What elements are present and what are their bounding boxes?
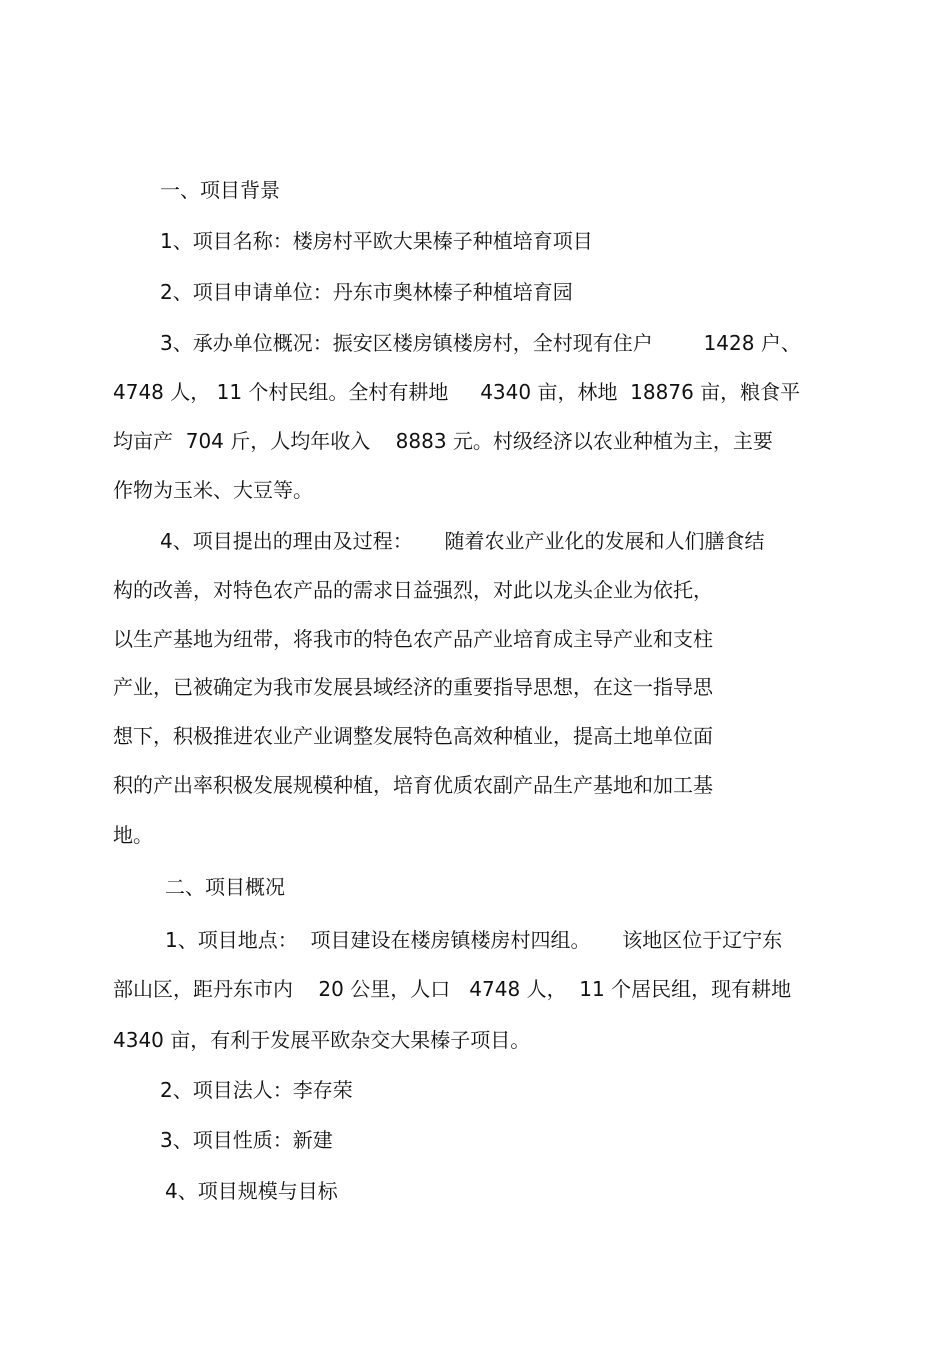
item-host-unit-line-1: 3、承办单位概况：振安区楼房镇楼房村，全村现有住户 1428 户、 <box>160 331 801 355</box>
item-location-line-2: 部山区，距丹东市内 20 公里，人口 4748 人， 11 个居民组，现有耕地 <box>113 977 792 1001</box>
item-reason-line-2: 构的改善，对特色农产品的需求日益强烈，对此以龙头企业为依托， <box>113 578 713 602</box>
item-location-line-3: 4340 亩，有利于发展平欧杂交大果榛子项目。 <box>113 1028 531 1052</box>
item-legal-person: 2、项目法人：李存荣 <box>160 1078 353 1102</box>
item-host-unit-line-4: 作物为玉米、大豆等。 <box>113 478 313 502</box>
item-host-unit-line-3: 均亩产 704 斤，人均年收入 8883 元。村级经济以农业种植为主，主要 <box>113 429 773 453</box>
item-reason-line-1: 4、项目提出的理由及过程： 随着农业产业化的发展和人们膳食结 <box>160 529 765 553</box>
item-reason-line-5: 想下，积极推进农业产业调整发展特色高效种植业，提高土地单位面 <box>113 724 713 748</box>
item-location-line-1: 1、项目地点： 项目建设在楼房镇楼房村四组。 该地区位于辽宁东 <box>165 928 783 952</box>
section-heading-overview: 二、项目概况 <box>165 875 285 899</box>
item-reason-line-4: 产业，已被确定为我市发展县域经济的重要指导思想，在这一指导思 <box>113 675 713 699</box>
item-reason-line-7: 地。 <box>113 823 153 847</box>
item-reason-line-3: 以生产基地为纽带，将我市的特色农产品产业培育成主导产业和支柱 <box>113 627 713 651</box>
section-heading-background: 一、项目背景 <box>160 178 280 202</box>
item-scale-and-goal: 4、项目规模与目标 <box>165 1179 338 1203</box>
item-applicant-unit: 2、项目申请单位：丹东市奥林榛子种植培育园 <box>160 280 573 304</box>
item-project-nature: 3、项目性质：新建 <box>160 1128 333 1152</box>
item-reason-line-6: 积的产出率积极发展规模种植，培育优质农副产品生产基地和加工基 <box>113 773 713 797</box>
item-project-name: 1、项目名称：楼房村平欧大果榛子种植培育项目 <box>160 229 593 253</box>
item-host-unit-line-2: 4748 人， 11 个村民组。全村有耕地 4340 亩，林地 18876 亩，粮食平 <box>113 380 801 404</box>
